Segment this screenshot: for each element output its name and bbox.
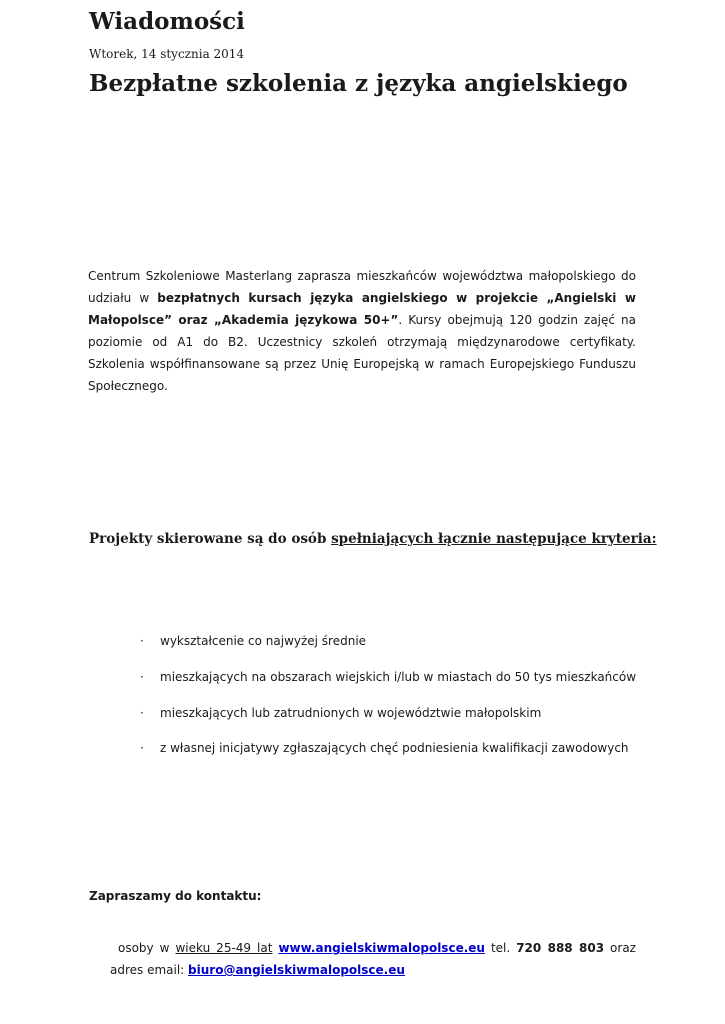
intro-bold-projects: bezpłatnych kursach języka angielskiego w projekcie „Angielski w Małopolsce” oraz „Akademia językowa 50+”: [88, 291, 636, 327]
bullet-icon: ·: [140, 741, 144, 755]
contact-phone: 720 888 803: [516, 941, 605, 955]
criteria-item-text: mieszkających lub zatrudnionych w województwie małopolskim: [160, 706, 542, 720]
criteria-underlined: spełniających łącznie następujące kryteria:: [331, 531, 657, 547]
bullet-icon: ·: [140, 634, 144, 648]
intro-text-end: . Kursy obejmują 120 godzin zajęć na poziomie od A1 do B2. Uczestnicy szkoleń otrzymają międzynarodowe certyfikaty. Szkolenia współfinansowane są przez Unię Europejską w ramach Europejskiego Funduszu Społecznego.: [88, 313, 636, 393]
email-link[interactable]: biuro@angielskiwmalopolsce.eu: [188, 963, 405, 977]
criteria-item: [140, 670, 636, 684]
criteria-item: [140, 634, 366, 648]
criteria-item-text: z własnej inicjatywy zgłaszających chęć podniesienia kwalifikacji zawodowych: [160, 741, 629, 755]
criteria-lead: Projekty skierowane są do osób: [89, 531, 332, 547]
website-link[interactable]: www.angielskiwmalopolsce.eu: [278, 941, 485, 955]
criteria-heading: [89, 531, 657, 547]
contact-email-label: oraz adres email:: [110, 941, 636, 977]
bullet-icon: ·: [140, 706, 144, 720]
post-date: Wtorek, 14 stycznia 2014: [89, 47, 245, 61]
contact-heading: Zapraszamy do kontaktu:: [89, 889, 262, 903]
criteria-item: [140, 706, 541, 720]
intro-text-start: Centrum Szkoleniowe Masterlang zaprasza mieszkańców województwa małopolskiego do udziału w: [88, 269, 636, 305]
criteria-item: [140, 741, 629, 755]
contact-age: wieku 25-49 lat: [175, 941, 273, 955]
criteria-item-text: wykształcenie co najwyżej średnie: [160, 634, 367, 648]
post-title: Bezpłatne szkolenia z języka angielskiego: [89, 70, 628, 97]
contact-paragraph: [110, 937, 636, 981]
bullet-icon: ·: [140, 670, 144, 684]
contact-tel-label: tel.: [484, 941, 517, 955]
intro-paragraph: [88, 265, 636, 397]
section-title: Wiadomości: [89, 8, 245, 35]
criteria-item-text: mieszkających na obszarach wiejskich i/lub w miastach do 50 tys mieszkańców: [160, 670, 637, 684]
contact-prefix: osoby w: [118, 941, 176, 955]
